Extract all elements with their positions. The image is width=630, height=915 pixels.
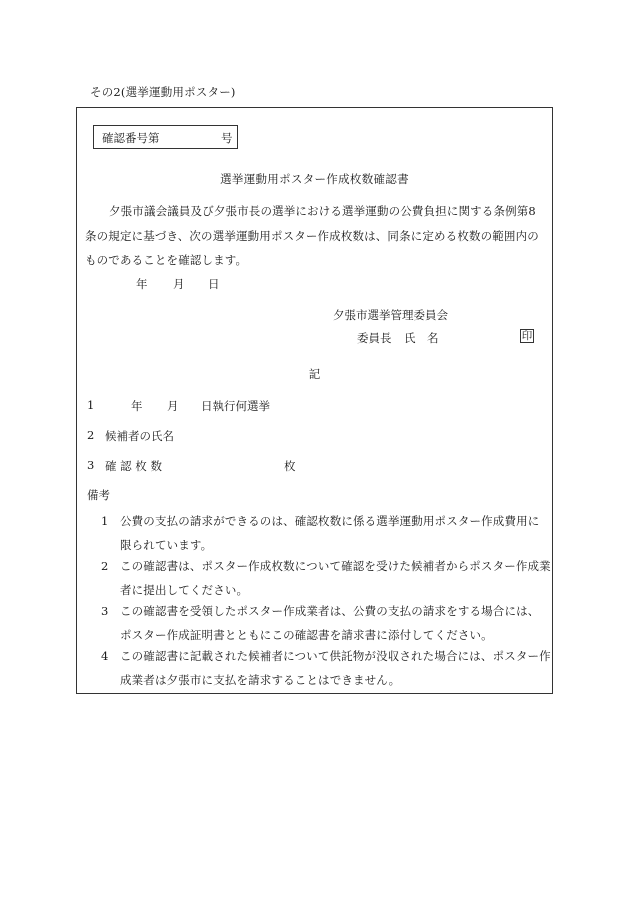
item-number: 1 [87,398,95,412]
issue-date-year: 年 [136,277,148,291]
item-label: 候補者の氏名 [105,429,174,443]
item-number: 2 [87,428,95,442]
issue-date-day: 日 [208,277,220,291]
remark-text: この確認書は、ポスター作成枚数について確認を受けた候補者からポスター作成業者に提出してください。 [120,559,551,597]
ki-heading: 記 [308,367,321,381]
remark-item [101,644,551,692]
remark-number: 4 [101,649,109,663]
remark-number: 1 [101,514,109,528]
document-title: 選挙運動用ポスター作成枚数確認書 [220,172,409,186]
issue-date-month: 月 [173,277,185,291]
confirmation-statement: 夕張市議会議員及び夕張市長の選挙における選挙運動の公費負担に関する条例第8条の規定に基づき、次の選挙運動用ポスター作成枚数は、同条に定める枚数の範囲内のものであることを確認します。 [85,204,539,267]
remark-item [101,509,551,557]
item-year: 年 [131,399,143,413]
document-frame [76,107,553,694]
item-number: 3 [87,458,95,472]
confirmation-number-box [93,125,238,149]
chair-name-label-1: 氏 [404,331,416,345]
item-label: 確 認 枚 数 [105,459,162,473]
remark-text: この確認書に記載された候補者について供託物が没収された場合には、ポスター作成業者は夕張市に支払を請求することはできません。 [120,649,551,687]
remark-item [101,554,551,602]
chair-title: 委員長 [357,331,392,345]
remark-item [101,599,551,647]
confirmation-number-suffix: 号 [221,131,233,145]
form-caption: その2(選挙運動用ポスター) [90,85,236,99]
committee-name: 夕張市選挙管理委員会 [333,308,448,322]
seal-mark: 印 [521,330,533,342]
remark-text: この確認書を受領したポスター作成業者は、公費の支払の請求をする場合には、ポスター作成証明書とともにこの確認書を請求書に添付してください。 [120,604,540,642]
chair-name-label-2: 名 [427,331,439,345]
remark-number: 2 [101,559,109,573]
remarks-heading: 備考 [87,488,110,502]
confirmation-number-label: 確認番号第 [102,131,160,145]
item-election-name: 日執行何選挙 [201,399,270,413]
item-unit: 枚 [284,459,296,473]
remark-text: 公費の支払の請求ができるのは、確認枚数に係る選挙運動用ポスター作成費用に限られています。 [120,514,540,552]
remark-number: 3 [101,604,109,618]
item-month: 月 [167,399,179,413]
